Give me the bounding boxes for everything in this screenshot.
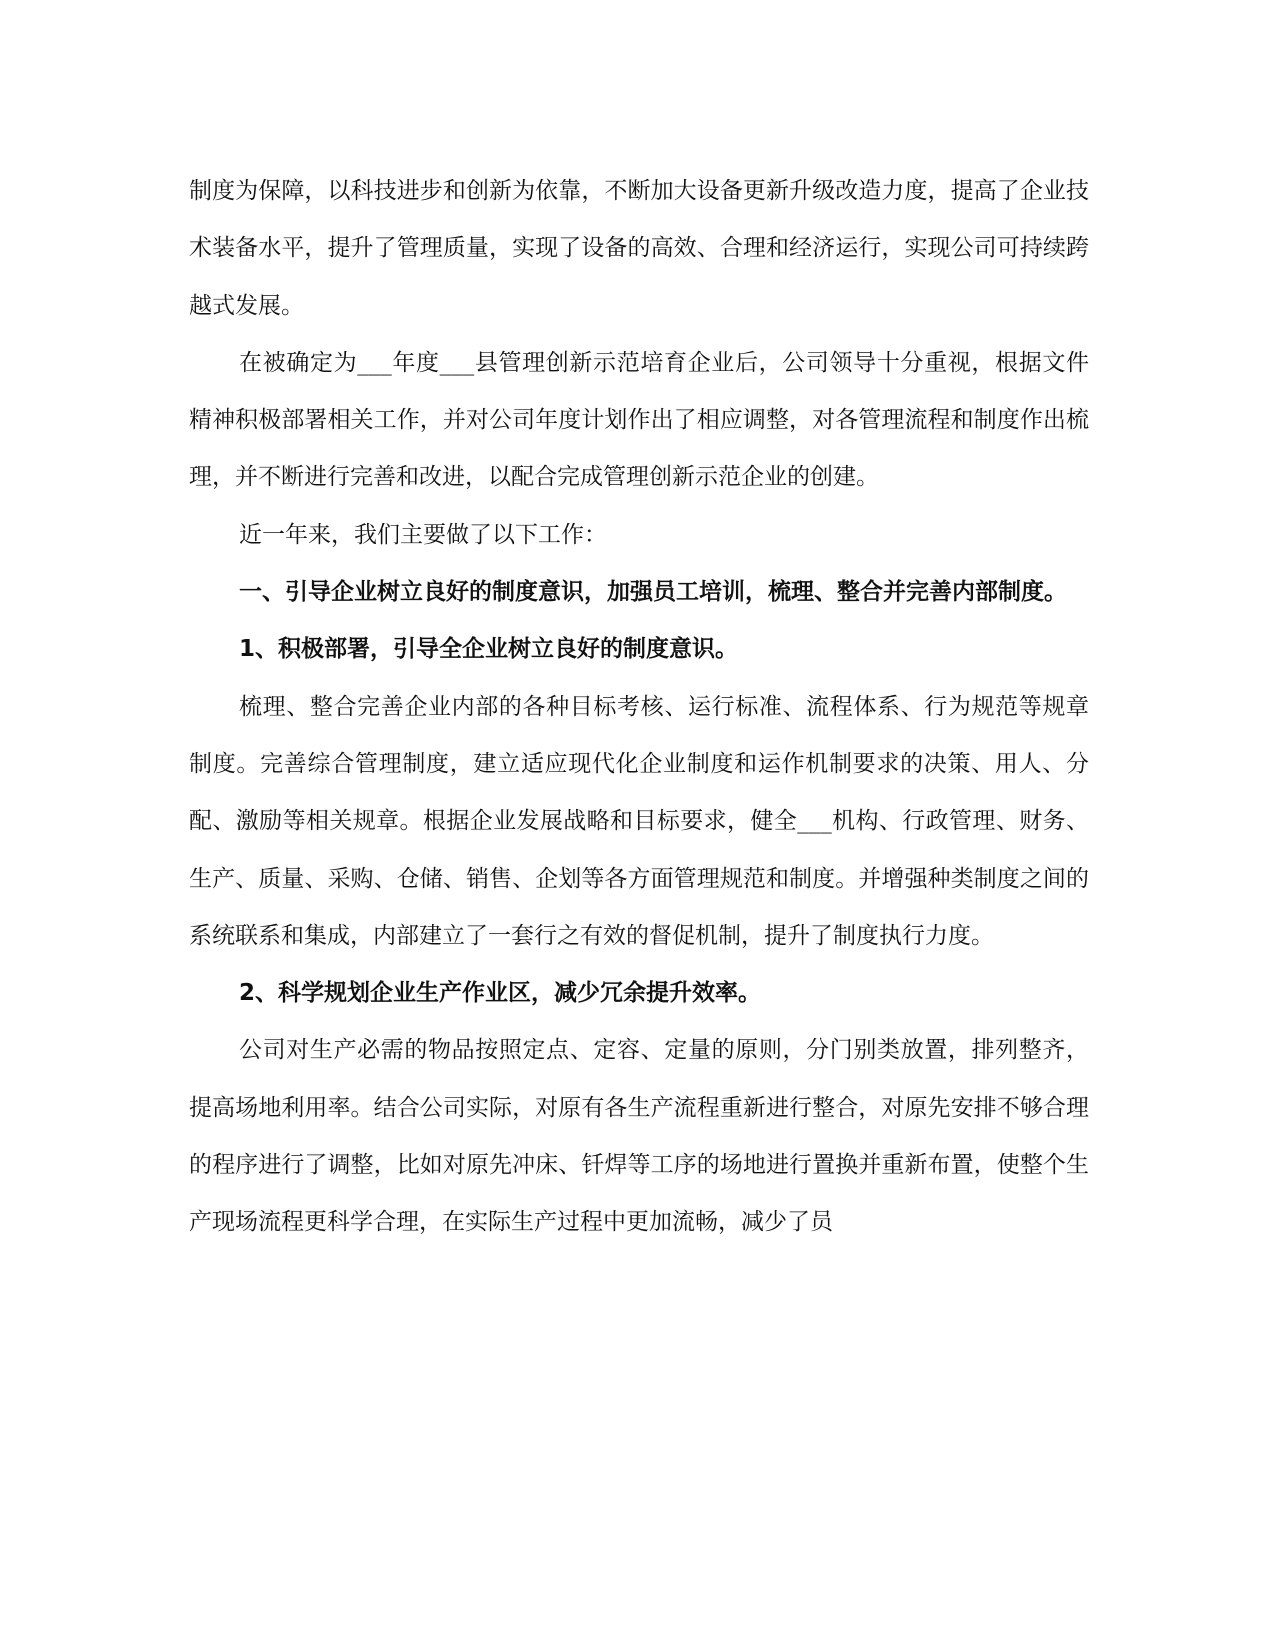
section-heading: 一、引导企业树立良好的制度意识，加强员工培训，梳理、整合并完善内部制度。 — [239, 579, 1067, 606]
subsection-heading: 2、科学规划企业生产作业区，减少冗余提升效率。 — [239, 980, 762, 1007]
body-paragraph: 制度为保障，以科技进步和创新为依靠，不断加大设备更新升级改造力度，提高了企业技术装备水平，提升了管理质量，实现了设备的高效、合理和经济运行，实现公司可持续跨越式发展。 — [189, 178, 1089, 319]
body-paragraph: 梳理、整合完善企业内部的各种目标考核、运行标准、流程体系、行为规范等规章制度。完善综合管理制度，建立适应现代化企业制度和运作机制要求的决策、用人、分配、激励等相关规章。根据企业发展战略和目标要求，健全___机构、行政管理、财务、生产、质量、采购、仓储、销售、企划等各方面管理规范和制度。并增强种类制度之间的系统联系和集成，内部建立了一套行之有效的督促机制，提升了制度执行力度。 — [189, 693, 1089, 949]
body-paragraph: 公司对生产必需的物品按照定点、定容、定量的原则，分门别类放置，排列整齐，提高场地利用率。结合公司实际，对原有各生产流程重新进行整合，对原先安排不够合理的程序进行了调整，比如对原先冲床、钎焊等工序的场地进行置换并重新布置，使整个生产现场流程更科学合理，在实际生产过程中更加流畅，减少了员 — [189, 1037, 1089, 1236]
document-page — [189, 163, 1089, 1252]
subsection-heading: 1、积极部署，引导全企业树立良好的制度意识。 — [239, 636, 739, 663]
body-paragraph: 在被确定为___年度___县管理创新示范培育企业后，公司领导十分重视，根据文件精神积极部署相关工作，并对公司年度计划作出了相应调整，对各管理流程和制度作出梳理，并不断进行完善和改进，以配合完成管理创新示范企业的创建。 — [189, 349, 1089, 491]
body-paragraph: 近一年来，我们主要做了以下工作： — [239, 521, 607, 548]
